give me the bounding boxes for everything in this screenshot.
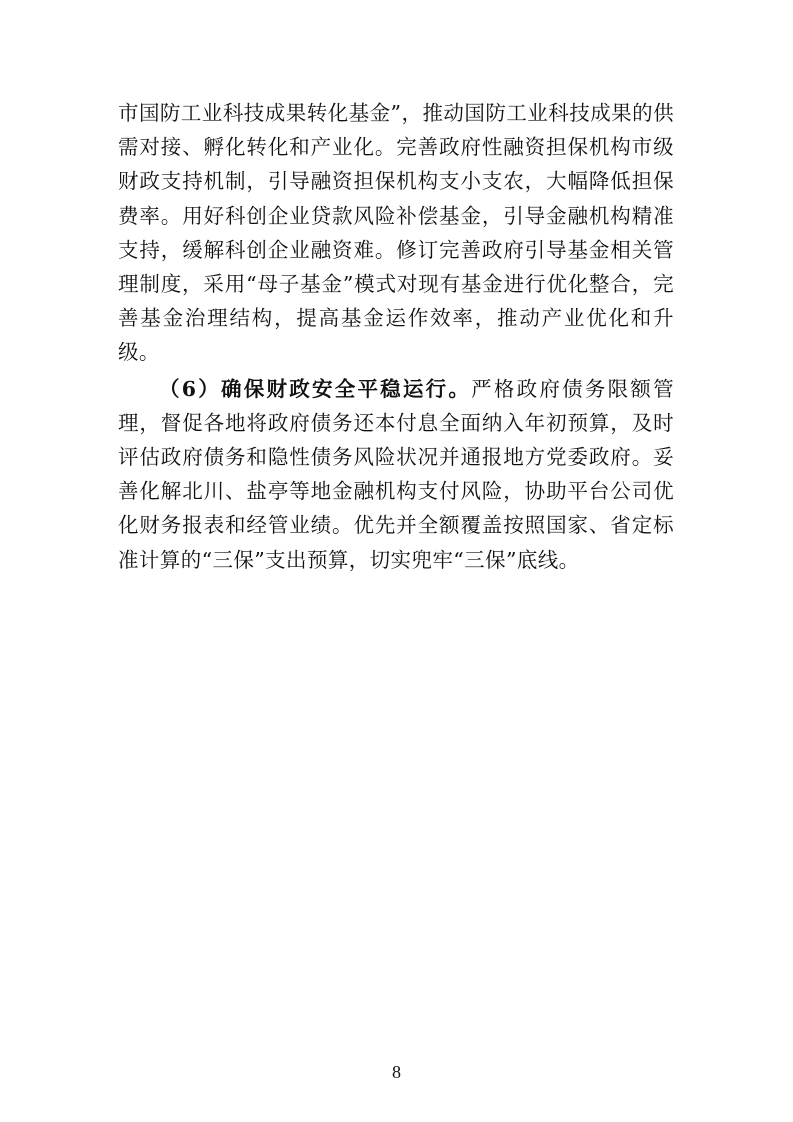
paragraph-continued [118,96,674,370]
page-number: 8 [392,1062,401,1082]
document-body [118,96,674,577]
paragraph-section-6 [118,372,674,577]
section-heading: （6）确保财政安全平稳运行。 [159,376,472,401]
paragraph-text: 市国防工业科技成果转化基金”，推动国防工业科技成果的供需对接、孵化转化和产业化。完善政府性融资担保机构市级财政支持机制，引导融资担保机构支小支农，大幅降低担保费率。用好科创企业贷款风险补偿基金，引导金融机构精准支持，缓解科创企业融资难。修订完善政府引导基金相关管理制度，采用“母子基金”模式对现有基金进行优化整合，完善基金治理结构，提高基金运作效率，推动产业优化和升级。 [118,101,674,365]
paragraph-text: 严格政府债务限额管理，督促各地将政府债务还本付息全面纳入年初预算，及时评估政府债务和隐性债务风险状况并通报地方党委政府。妥善化解北川、盐亭等地金融机构支付风险，协助平台公司优化财务报表和经管业绩。优先并全额覆盖按照国家、省定标准计算的“三保”支出预算，切实兜牢“三保”底线。 [118,376,674,572]
